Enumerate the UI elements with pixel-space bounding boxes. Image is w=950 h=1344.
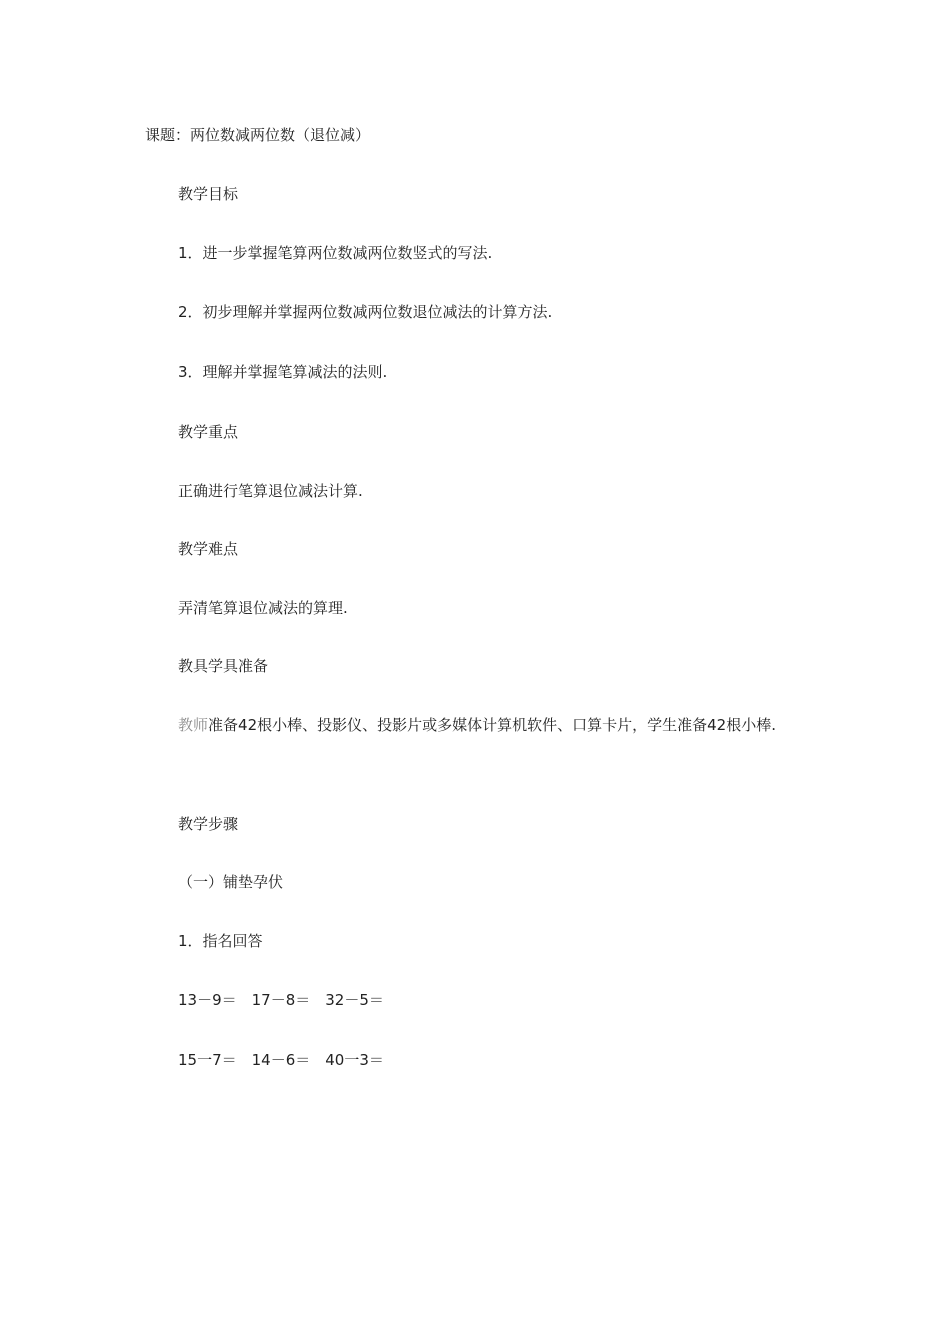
task-number: 1 bbox=[178, 932, 188, 950]
steps-heading: 教学步骤 bbox=[178, 815, 239, 833]
task-item bbox=[178, 931, 263, 951]
materials-number: 42 bbox=[707, 716, 727, 734]
step1-heading: （一）铺垫孕伏 bbox=[178, 873, 284, 891]
exercise-row: 15一7＝ 14－6＝ 40一3＝ bbox=[178, 1051, 384, 1069]
objective-text: ．初步理解并掌握两位数减两位数退位减法的计算方法. bbox=[187, 303, 553, 321]
objective-number: 1 bbox=[178, 244, 188, 262]
materials-heading: 教具学具准备 bbox=[178, 657, 269, 675]
objective-text: ．进一步掌握笔算两位数减两位数竖式的写法. bbox=[187, 244, 493, 262]
materials-text: 准备 bbox=[208, 716, 239, 734]
lesson-title: 课题：两位数减两位数（退位减） bbox=[145, 126, 371, 144]
exercise-row: 13－9＝ 17－8＝ 32－5＝ bbox=[178, 991, 384, 1009]
task-text: ．指名回答 bbox=[187, 932, 263, 950]
key-point-heading: 教学重点 bbox=[178, 423, 239, 441]
objective-item bbox=[178, 243, 492, 263]
key-point-text: 正确进行笔算退位减法计算. bbox=[178, 482, 363, 500]
materials-teacher: 教师 bbox=[178, 716, 209, 734]
difficulty-heading: 教学难点 bbox=[178, 540, 239, 558]
materials-text: 根小棒. bbox=[726, 716, 777, 734]
materials-paragraph bbox=[145, 705, 805, 745]
objective-number: 3 bbox=[178, 363, 188, 381]
objectives-heading: 教学目标 bbox=[178, 185, 239, 203]
objective-text: ．理解并掌握笔算减法的法则. bbox=[187, 363, 388, 381]
objective-number: 2 bbox=[178, 303, 188, 321]
difficulty-text: 弄清笔算退位减法的算理. bbox=[178, 599, 348, 617]
materials-text: 根小棒、投影仪、投影片或多媒体计算机软件、口算卡片，学生准备 bbox=[257, 716, 708, 734]
objective-item bbox=[178, 362, 387, 382]
materials-number: 42 bbox=[238, 716, 258, 734]
objective-item bbox=[178, 302, 552, 322]
